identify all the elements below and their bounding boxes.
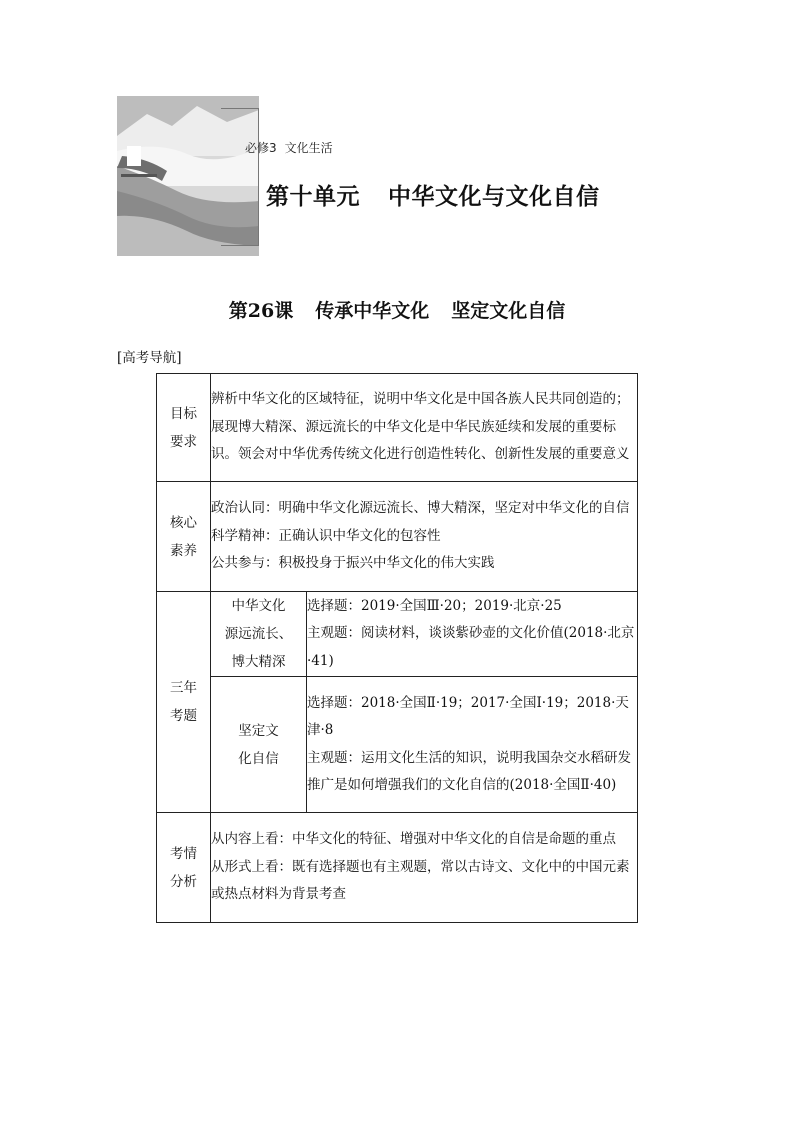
target-text: 辨析中华文化的区域特征，说明中华文化是中国各族人民共同创造的；展现博大精深、源远流长的中华文化是中华民族延续和发展的重要标识。领会对中华优秀传统文化进行创造性转化、创新性发展的重要意义 [211, 391, 630, 463]
exam-guide-table [156, 373, 638, 923]
row-header-exam: 三年 考题 [157, 592, 211, 813]
unit-number: 第十单元 [266, 184, 360, 210]
exam-topic1-subjective: 主观题：阅读材料，谈谈紫砂壶的文化价值(2018·北京·41) [307, 625, 635, 669]
exam-topic2-content [307, 677, 638, 813]
book-topic: 文化生活 [284, 141, 333, 155]
row-header-analysis: 考情 分析 [157, 813, 211, 923]
exam-topic1-choice: 选择题：2019·全国Ⅲ·20；2019·北京·25 [307, 597, 562, 614]
analysis-line-content: 从内容上看：中华文化的特征、增强对中华文化的自信是命题的重点 [211, 831, 616, 848]
table-row-exam-topic2 [157, 677, 638, 813]
unit-title [266, 178, 600, 211]
lesson-number: 第26课 [228, 300, 294, 322]
core-text-cell [211, 482, 638, 592]
section-label: [高考导航] [117, 350, 182, 366]
analysis-text-cell [211, 813, 638, 923]
table-row-target [157, 374, 638, 482]
core-line-political: 政治认同：明确中华文化源远流长、博大精深，坚定对中华文化的自信 [211, 500, 630, 517]
banner-frame [221, 108, 259, 246]
exam-topic2-choice: 选择题：2018·全国Ⅱ·19；2017·全国Ⅰ·19；2018·天津·8 [307, 694, 629, 738]
unit-name: 中华文化与文化自信 [388, 184, 600, 210]
core-line-public: 公共参与：积极投身于振兴中华文化的伟大实践 [211, 555, 495, 572]
table-row-core [157, 482, 638, 592]
exam-topic2-label: 坚定文 化自信 [211, 677, 307, 813]
core-line-science: 科学精神：正确认识中华文化的包容性 [211, 527, 441, 544]
book-name: 必修3 [245, 141, 277, 155]
row-header-core: 核心 素养 [157, 482, 211, 592]
lesson-title-part1: 传承中华文化 [315, 300, 430, 322]
exam-topic1-content [307, 592, 638, 677]
book-subtitle [245, 139, 333, 156]
exam-topic2-subjective: 主观题：运用文化生活的知识，说明我国杂交水稻研发推广是如何增强我们的文化自信的(2018·全国Ⅱ·40) [307, 749, 631, 793]
lesson-title-part2: 坚定文化自信 [451, 300, 566, 322]
analysis-line-form: 从形式上看：既有选择题也有主观题，常以古诗文、文化中的中国元素或热点材料为背景考查 [211, 858, 630, 903]
row-header-target: 目标 要求 [157, 374, 211, 482]
exam-topic1-label: 中华文化 源远流长、 博大精深 [211, 592, 307, 677]
target-text-cell [211, 374, 638, 482]
lesson-title [0, 296, 794, 323]
table-row-exam-topic1 [157, 592, 638, 677]
table-row-analysis [157, 813, 638, 923]
